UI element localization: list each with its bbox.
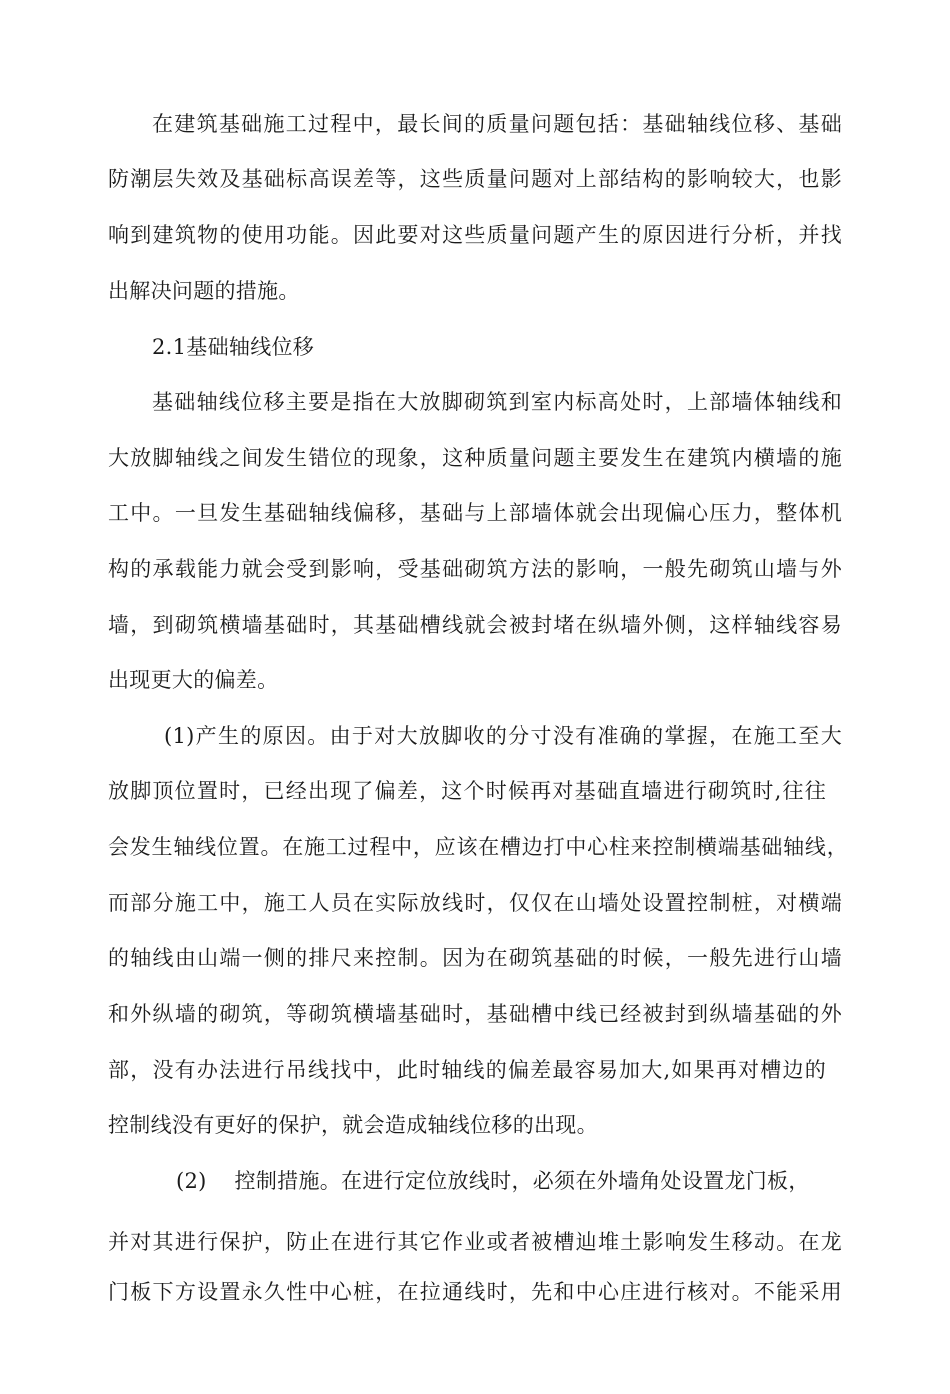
section-heading: 2.1基础轴线位移 <box>152 335 315 359</box>
measure-line-2: 并对其进行保护，防止在进行其它作业或者被槽辿堆土影响发生移动。在龙 <box>108 1230 842 1254</box>
cause-line-8: 控制线没有更好的保护，就会造成轴线位移的出现。 <box>108 1113 598 1137</box>
section-line-4: 构的承载能力就会受到影响，受基础砌筑方法的影响，一般先砌筑山墙与外 <box>108 557 842 581</box>
cause-line-6: 和外纵墙的砌筑，等砌筑横墙基础时，基础槽中线已经被封到纵墙基础的外 <box>108 1002 842 1026</box>
intro-line-3: 响到建筑物的使用功能。因此要对这些质量问题产生的原因进行分析，并找 <box>108 223 842 247</box>
cause-line-1: (1)产生的原因。由于对大放脚收的分寸没有准确的掌握，在施工至大 <box>164 724 842 748</box>
measure-line-3: 门板下方设置永久性中心桩，在拉通线时，先和中心庄进行核对。不能采用 <box>108 1280 842 1304</box>
intro-line-2: 防潮层失效及基础标高误差等，这些质量问题对上部结构的影响较大，也影 <box>108 167 842 191</box>
intro-line-1: 在建筑基础施工过程中，最长间的质量问题包括：基础轴线位移、基础 <box>152 112 842 136</box>
measure-line-1: (2) 控制措施。在进行定位放线时，必须在外墙角处设置龙门板， <box>176 1169 810 1193</box>
section-line-1: 基础轴线位移主要是指在大放脚砌筑到室内标高处时，上部墙体轴线和 <box>152 390 842 414</box>
section-line-5: 墙，到砌筑横墙基础时，其基础槽线就会被封堵在纵墙外侧，这样轴线容易 <box>108 613 842 637</box>
cause-line-3: 会发生轴线位置。在施工过程中，应该在槽边打中心柱来控制横端基础轴线， <box>108 835 848 859</box>
cause-line-4: 而部分施工中，施工人员在实际放线时，仅仅在山墙处设置控制桩，对横端 <box>108 891 842 915</box>
section-line-2: 大放脚轴线之间发生错位的现象，这种质量问题主要发生在建筑内横墙的施 <box>108 446 842 470</box>
section-line-6: 出现更大的偏差。 <box>108 668 279 692</box>
cause-line-2: 放脚顶位置时，已经出现了偏差，这个时候再对基础直墙进行砌筑时,往往 <box>108 779 826 803</box>
cause-line-5: 的轴线由山端一侧的排尺来控制。因为在砌筑基础的时候，一般先进行山墙 <box>108 946 842 970</box>
cause-line-7: 部，没有办法进行吊线找中，此时轴线的偏差最容易加大,如果再对槽边的 <box>108 1058 826 1082</box>
section-line-3: 工中。一旦发生基础轴线偏移，基础与上部墙体就会出现偏心压力，整体机 <box>108 501 842 525</box>
intro-line-4: 出解决问题的措施。 <box>108 279 300 303</box>
